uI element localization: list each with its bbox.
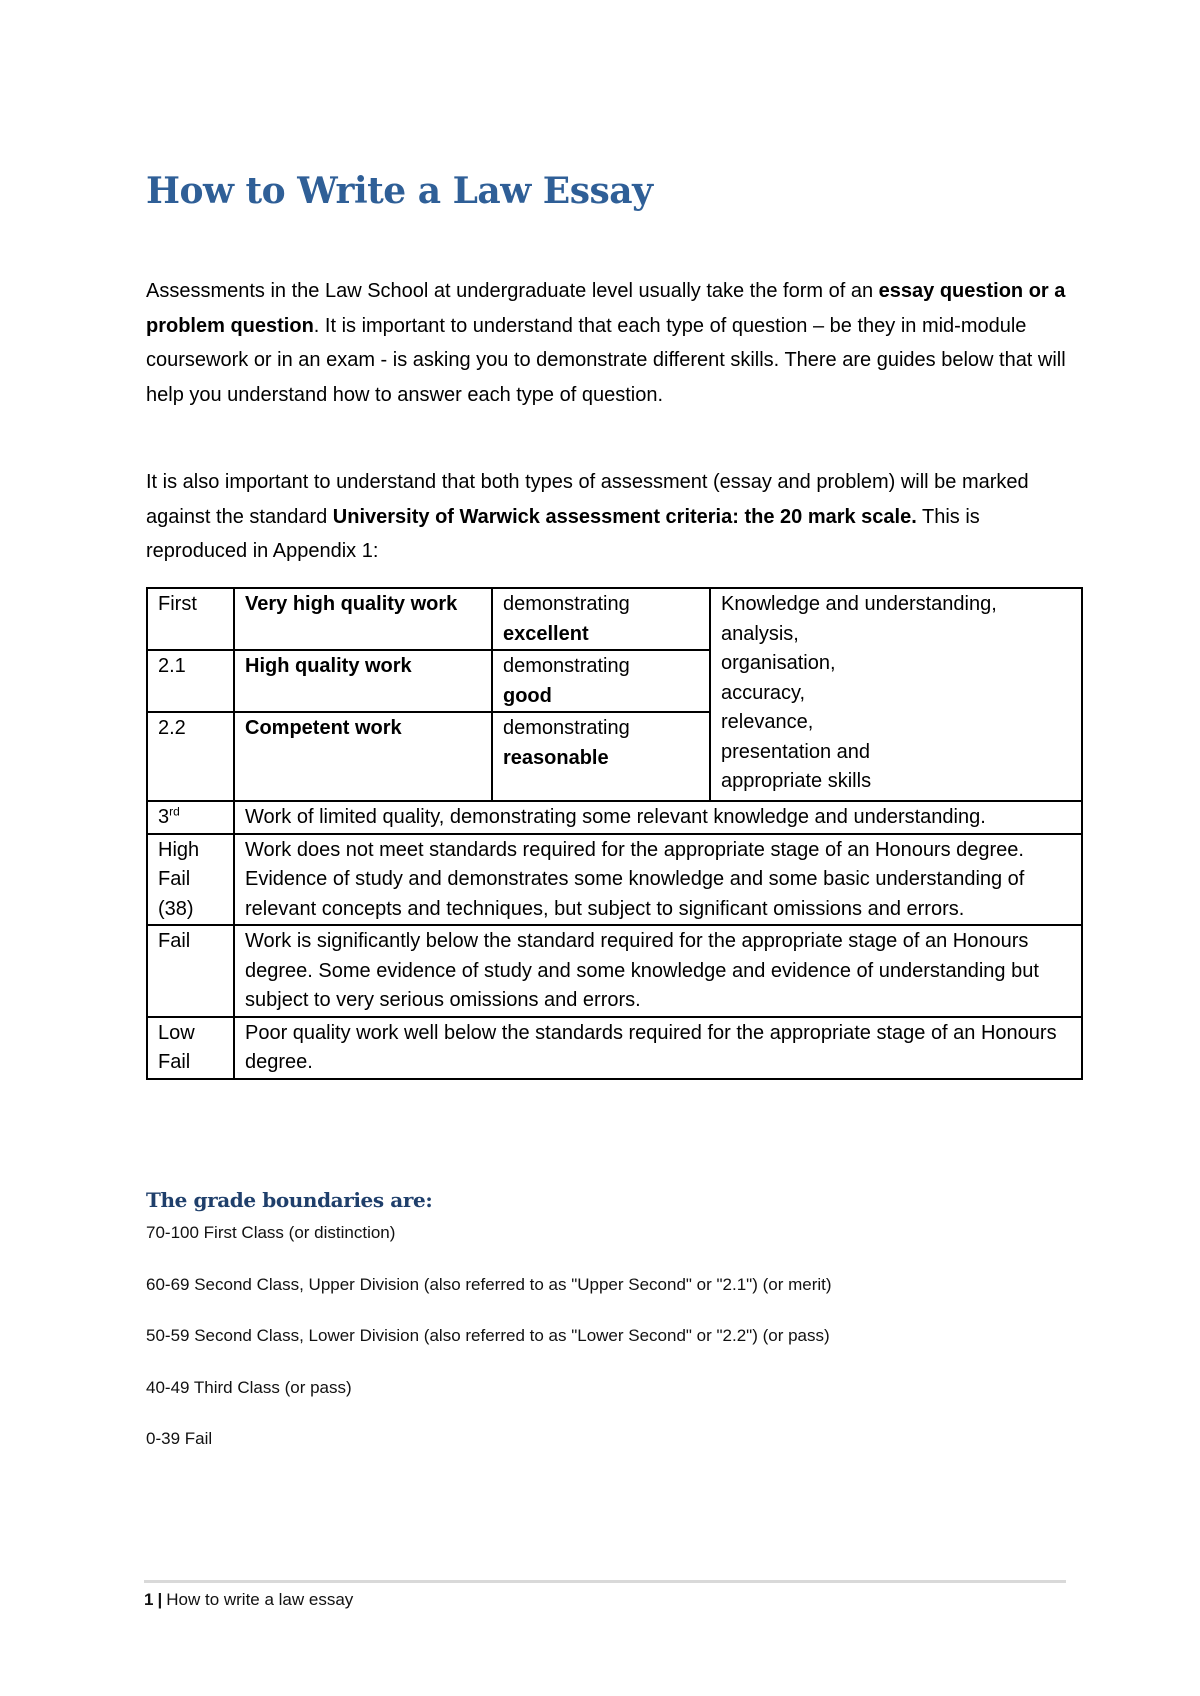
description-cell: Poor quality work well below the standards required for the appropriate stage of an Honours degree. [234, 1017, 1082, 1079]
intro-text-1: Assessments in the Law School at undergraduate level usually take the form of an [146, 280, 879, 302]
level-label: reasonable [503, 746, 609, 769]
intro-paragraph [146, 274, 1086, 412]
page-title: How to Write a Law Essay [146, 170, 653, 212]
criteria-bold-text: University of Warwick assessment criteria: the 20 mark scale. [332, 505, 917, 528]
table-row [147, 834, 1082, 926]
grade-cell [147, 801, 234, 834]
footer-divider [144, 1580, 1066, 1583]
grade-boundaries-heading: The grade boundaries are: [146, 1188, 433, 1212]
list-item: 50-59 Second Class, Lower Division (also referred to as "Lower Second" or "2.2") (or pass) [146, 1326, 830, 1345]
grade-cell: First [147, 588, 234, 650]
description-cell: Work is significantly below the standard required for the appropriate stage of an Honours degree. Some evidence of study and some knowledge and evidence of understanding but subject to very serious omissions and errors. [234, 925, 1082, 1017]
footer-separator: | [157, 1590, 163, 1609]
list-item: 0-39 Fail [146, 1429, 213, 1448]
table-row [147, 925, 1082, 1017]
demonstrating-label: demonstrating [503, 593, 630, 615]
skill-item: accuracy, [721, 681, 806, 704]
page-number: 1 [144, 1590, 154, 1609]
page-footer [144, 1590, 353, 1610]
demonstrating-cell [492, 588, 710, 650]
intro-bold-text: essay question or a problem question [146, 280, 1066, 337]
skill-item: presentation and [721, 740, 871, 763]
table-row [147, 1017, 1082, 1079]
list-item: 70-100 First Class (or distinction) [146, 1223, 396, 1242]
skill-item: organisation, [721, 652, 836, 674]
demonstrating-label: demonstrating [503, 655, 630, 677]
quality-cell: Competent work [234, 712, 492, 801]
demonstrating-cell [492, 650, 710, 712]
list-item: 40-49 Third Class (or pass) [146, 1377, 352, 1397]
grade-superscript: rd [169, 804, 180, 819]
level-label: good [503, 684, 552, 707]
grade-cell: Fail [147, 925, 234, 1017]
skill-item: appropriate skills [721, 770, 872, 792]
demonstrating-cell [492, 712, 710, 801]
grade-label: 3 [158, 806, 170, 828]
grade-cell: 2.2 [147, 712, 234, 801]
list-item: 60-69 Second Class, Upper Division (also referred to as "Upper Second" or "2.1") (or merit) [146, 1274, 832, 1294]
skill-item: relevance, [721, 711, 814, 733]
table-row [147, 588, 1082, 650]
description-cell: Work does not meet standards required for the appropriate stage of an Honours degree. Evidence of study and demonstrates some knowledge and some basic understanding of relevant concepts and techniques, but subject to significant omissions and errors. [234, 834, 1082, 926]
grade-cell: Low Fail [147, 1017, 234, 1079]
skill-item: analysis, [721, 622, 799, 645]
grade-boundaries-list [146, 1222, 832, 1480]
criteria-text-2: This is reproduced in Appendix 1: [146, 505, 980, 562]
demonstrating-label: demonstrating [503, 717, 630, 739]
intro-text-2: . It is important to understand that each type of question – be they in mid-module coursework or in an exam - is asking you to demonstrate different skills. There are guides below that will help you understand how to answer each type of question. [146, 314, 1066, 406]
skill-item: Knowledge and understanding, [721, 593, 997, 615]
quality-cell: Very high quality work [234, 588, 492, 650]
criteria-paragraph [146, 465, 1086, 569]
quality-cell: High quality work [234, 650, 492, 712]
assessment-criteria-table [146, 587, 1083, 1080]
grade-cell: 2.1 [147, 650, 234, 712]
description-cell: Work of limited quality, demonstrating some relevant knowledge and understanding. [234, 801, 1082, 834]
level-label: excellent [503, 622, 589, 645]
skills-cell [710, 588, 1082, 801]
grade-cell: High Fail (38) [147, 834, 234, 926]
criteria-text-1: It is also important to understand that both types of assessment (essay and problem) will be marked against the standard [146, 471, 1029, 528]
footer-text: How to write a law essay [166, 1590, 354, 1609]
table-row [147, 801, 1082, 834]
